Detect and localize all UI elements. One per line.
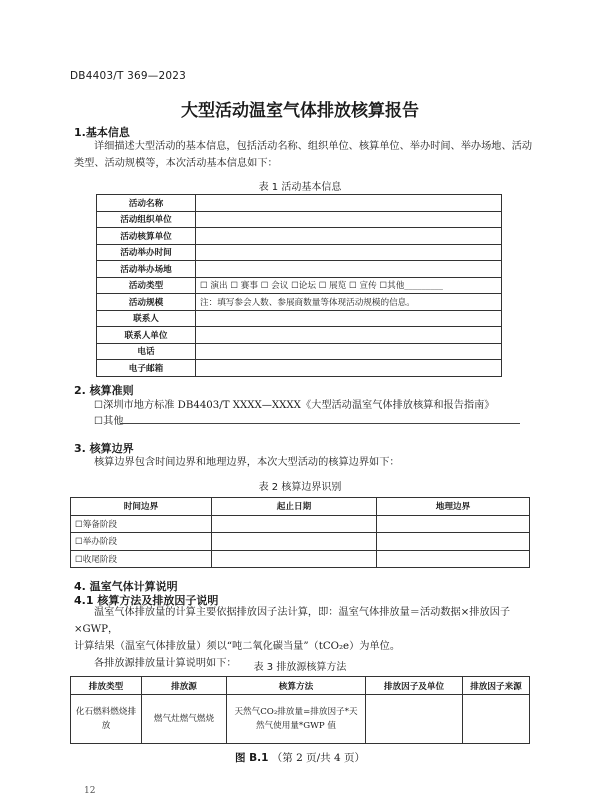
section-4-line-1: 温室气体排放量的计算主要依据排放因子法计算，即：温室气体排放量＝活动数据×排放因子×GWP， <box>74 607 511 635</box>
table-row <box>97 327 502 344</box>
field-value[interactable] <box>196 195 502 212</box>
table-row <box>97 343 502 360</box>
field-label: 活动举办场地 <box>97 261 196 278</box>
field-label: 活动类型 <box>97 277 196 294</box>
section-3-heading: 3. 核算边界 <box>74 442 134 455</box>
geo-boundary-cell[interactable] <box>377 550 530 568</box>
phase-option[interactable]: ☐举办阶段 <box>71 533 212 551</box>
section-3-paragraph <box>74 454 534 471</box>
table-row <box>97 244 502 261</box>
field-label: 活动组织单位 <box>97 211 196 228</box>
field-value[interactable] <box>196 244 502 261</box>
field-value[interactable] <box>196 261 502 278</box>
section-2-heading: 2. 核算准则 <box>74 384 134 397</box>
table-row <box>97 261 502 278</box>
field-label: 联系人 <box>97 310 196 327</box>
header-method: 核算方法 <box>227 677 366 695</box>
page-info: （第 2 页/共 4 页） <box>271 752 366 764</box>
section-3-text: 核算边界包含时间边界和地理边界，本次大型活动的核算边界如下： <box>94 457 400 468</box>
table-row <box>71 695 530 744</box>
table-row <box>97 228 502 245</box>
field-value[interactable] <box>196 310 502 327</box>
standard-option-1: ☐深圳市地方标准 DB4403/T XXXX—XXXX《大型活动温室气体排放核算和报告指南》 <box>94 400 495 411</box>
section-4-1-heading: 4.1 核算方法及排放因子说明 <box>74 594 219 607</box>
table-row <box>97 360 502 377</box>
emission-method-table <box>70 676 530 744</box>
field-value[interactable] <box>196 343 502 360</box>
boundary-table <box>70 497 530 568</box>
field-label: 电子邮箱 <box>97 360 196 377</box>
header-emission-source: 排放源 <box>142 677 227 695</box>
field-value[interactable]: 注：填写参会人数、参展商数量等体现活动规模的信息。 <box>196 294 502 311</box>
section-1-line-1: 详细描述大型活动的基本信息，包括活动名称、组织单位、核算单位、举办时间、举办场地、活动 <box>94 141 533 152</box>
standard-option-2: ☐其他 <box>94 416 124 427</box>
table-row <box>97 211 502 228</box>
header-factor-source: 排放因子来源 <box>463 677 530 695</box>
table-row <box>71 533 530 551</box>
field-value[interactable]: ☐ 演出 ☐ 赛事 ☐ 会议 ☐论坛 ☐ 展览 ☐ 宣传 ☐其他_________ <box>196 277 502 294</box>
table-row <box>97 195 502 212</box>
table-row <box>97 277 502 294</box>
header-geo-boundary: 地理边界 <box>377 498 530 516</box>
field-label: 活动举办时间 <box>97 244 196 261</box>
activity-info-table <box>96 194 502 377</box>
field-value[interactable] <box>196 327 502 344</box>
table-row <box>97 294 502 311</box>
section-4-line-3: 各排放源排放量计算说明如下： <box>94 658 237 669</box>
section-4-heading: 4. 温室气体计算说明 <box>74 580 178 593</box>
field-value[interactable] <box>196 228 502 245</box>
standard-code: DB4403/T 369—2023 <box>70 70 186 82</box>
geo-boundary-cell[interactable] <box>377 515 530 533</box>
cell-factor-source <box>463 695 530 744</box>
phase-option[interactable]: ☐筹备阶段 <box>71 515 212 533</box>
table-row <box>71 550 530 568</box>
field-label: 活动规模 <box>97 294 196 311</box>
field-label: 活动核算单位 <box>97 228 196 245</box>
section-1-paragraph <box>74 138 534 172</box>
cell-method: 天然气CO₂排放量=排放因子*天然气使用量*GWP 值 <box>227 695 366 744</box>
report-title: 大型活动温室气体排放核算报告 <box>181 101 419 121</box>
table-row <box>97 310 502 327</box>
figure-footer <box>0 750 600 765</box>
section-1-heading: 1.基本信息 <box>74 126 130 139</box>
header-factor-unit: 排放因子及单位 <box>366 677 463 695</box>
section-4-line-2: 计算结果（温室气体排放量）须以“吨二氧化碳当量”（tCO₂e）为单位。 <box>74 641 401 652</box>
field-value[interactable] <box>196 211 502 228</box>
date-range-cell[interactable] <box>212 550 377 568</box>
table-3-caption: 表 3 排放源核算方法 <box>253 662 347 673</box>
date-range-cell[interactable] <box>212 515 377 533</box>
figure-label: 图 B.1 <box>234 752 269 764</box>
cell-emission-type: 化石燃料燃烧排放 <box>71 695 142 744</box>
table-row <box>71 515 530 533</box>
field-label: 活动名称 <box>97 195 196 212</box>
page-number: 12 <box>84 786 96 796</box>
other-underline <box>120 423 520 424</box>
cell-emission-source: 燃气灶燃气燃烧 <box>142 695 227 744</box>
table-1-caption: 表 1 活动基本信息 <box>258 182 342 193</box>
table-2-caption: 表 2 核算边界识别 <box>258 482 342 493</box>
field-label: 联系人单位 <box>97 327 196 344</box>
section-1-line-2: 类型、活动规模等，本次活动基本信息如下： <box>74 158 278 169</box>
header-emission-type: 排放类型 <box>71 677 142 695</box>
phase-option[interactable]: ☐收尾阶段 <box>71 550 212 568</box>
date-range-cell[interactable] <box>212 533 377 551</box>
field-value[interactable] <box>196 360 502 377</box>
cell-factor-unit <box>366 695 463 744</box>
geo-boundary-cell[interactable] <box>377 533 530 551</box>
field-label: 电话 <box>97 343 196 360</box>
header-date-range: 起止日期 <box>212 498 377 516</box>
header-time-boundary: 时间边界 <box>71 498 212 516</box>
